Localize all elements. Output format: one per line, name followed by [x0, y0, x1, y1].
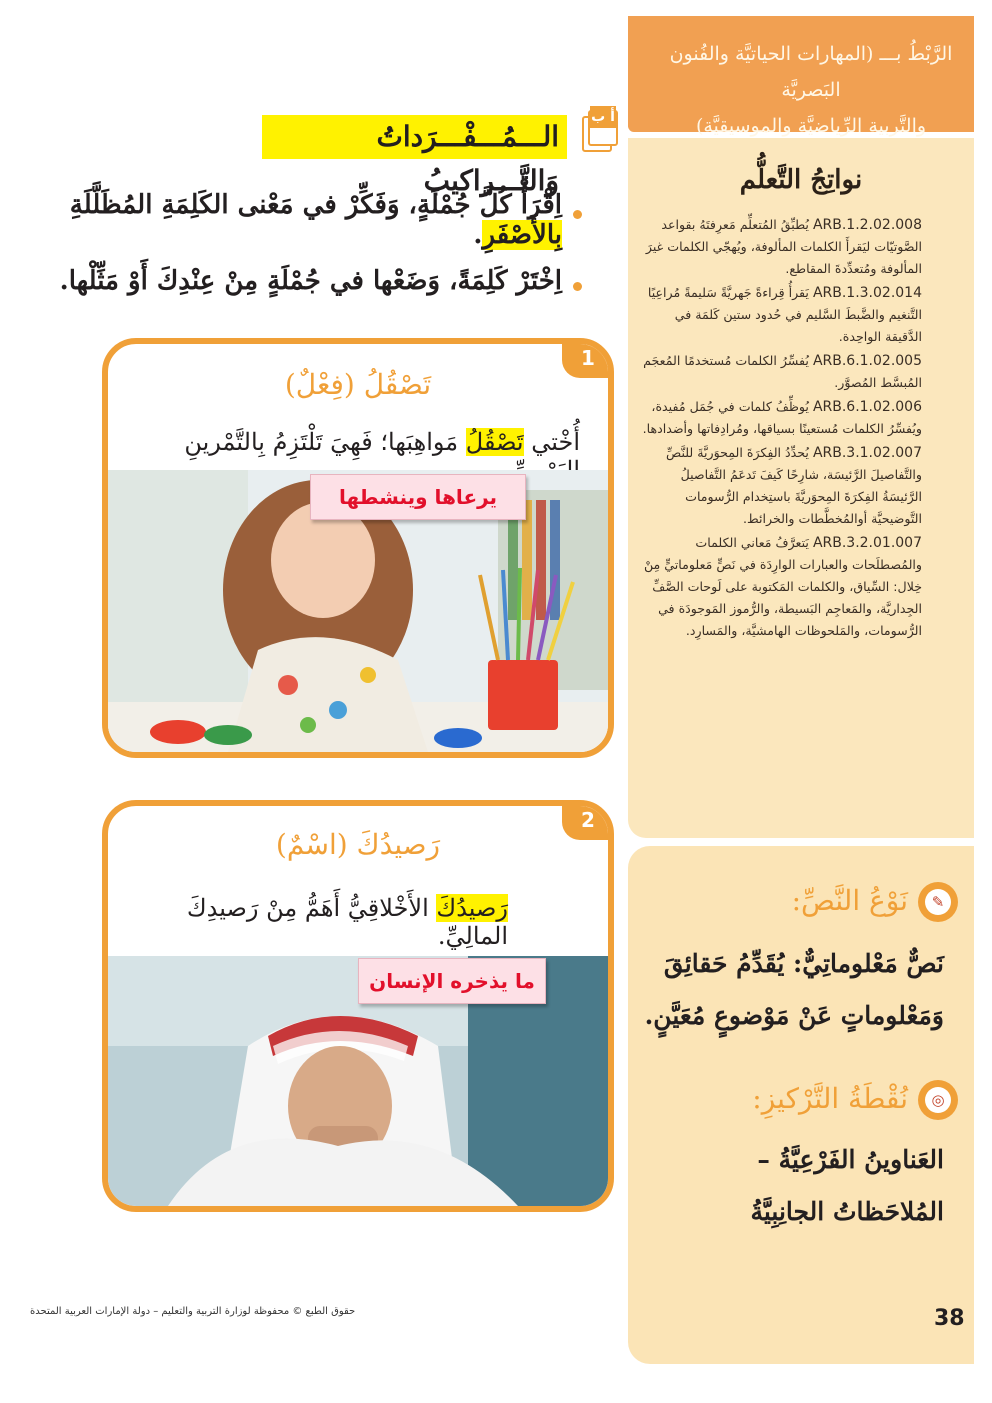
- outcome-item: [638, 350, 922, 394]
- outcome-item: [638, 214, 922, 280]
- link-line-1: الرَّبْطُ بـــ (المهارات الحياتيَّة والفُنون البَصريَّة: [669, 43, 953, 101]
- card-2-word: رَصيدُكَ (اسْمٌ): [275, 828, 441, 861]
- instruction-1-main: اِقْرَأْ كُلَّ جُمْلَةٍ، وَفَكِّرْ في مَعْنى الكَلِمَةِ المُظَلَّلَةِ: [69, 190, 562, 220]
- card-1-word: تَصْقُلُ (فِعْلٌ): [284, 368, 432, 401]
- instruction-1-highlight: بِالأَصْفَرِ: [482, 220, 562, 250]
- instruction-1: [22, 190, 562, 250]
- card-1-sentence-before: أُخْتي: [523, 428, 580, 456]
- focus-point-body: العَناوينُ الفَرْعِيَّةُ – المُلاحَظاتُ الجانِبِيَّةُ: [750, 1145, 944, 1226]
- text-type-body: نَصٌّ مَعْلوماتِيٌّ: يُقَدِّمُ حَقائِقَ وَمَعْلوماتٍ عَنْ مَوْضوعٍ مُعَيَّنٍ.: [644, 949, 944, 1030]
- outcome-item: [638, 282, 922, 348]
- target-icon: ◎: [918, 1080, 958, 1120]
- outcome-item: [638, 532, 922, 642]
- outcome-code: ARB.1.2.02.008: [812, 217, 922, 233]
- outcome-code: ARB.6.1.02.005: [812, 353, 922, 369]
- page-number: 38: [934, 1306, 965, 1331]
- notepad-icon: ✎: [918, 882, 958, 922]
- outcome-code: ARB.1.3.02.014: [812, 285, 922, 301]
- vocab-card-2: [102, 800, 614, 1212]
- outcome-text: يَقرأُ قِراءةً جَهريَّةً سَليمةً مُراعِيًا التَّنغيم والضَّبطَ السَّليم في حُدود ستين كَلمَة في الدَّقيقة الواحِدة.: [647, 285, 922, 344]
- vocabulary-icon-label: أ ب: [590, 106, 616, 128]
- outcome-text: يُفسِّرُ الكلمات مُستخدمًا المُعجَم المُبسَّط المُصوَّر.: [643, 353, 922, 390]
- outcome-text: يُحدِّدُ الفِكرَةَ المِحوَريَّةَ للنَّصِّ والتَّفاصيلَ الرَّئيسَة، شارِحًا كَيفَ تَدعَمُ التَّفاصيلُ الرَّئيسَةُ الفِكرَةَ المِحوَريَّةَ باستِخدام الرُّسومات التَّوضيحيَّة أوالمُخطَّطات والخرائط.: [666, 445, 922, 526]
- card-2-number: 2: [562, 800, 614, 840]
- outcome-text: يُوظِّفُ كلمات في جُمَل مُفيدة، ويُفسِّرُ الكلمات مُستعينًا بسياقها، ومُرادِفاتها وأضدادها.: [642, 399, 922, 436]
- copyright-notice: حقوق الطبع © محفوظة لوزارة التربية والتعليم – دولة الإمارات العربية المتحدة: [30, 1306, 356, 1317]
- card-2-sentence: [128, 894, 508, 950]
- card-1-sentence-after: مَواهِبَها؛ فَهِيَ تَلْتَزِمُ بِالتَّمْرينِ: [184, 428, 459, 456]
- instruction-1-end: .: [473, 220, 483, 250]
- outcome-item: [638, 442, 922, 530]
- learning-outcomes-list: [638, 214, 922, 644]
- instruction-2: اِخْتَرْ كَلِمَةً، وَضَعْها في جُمْلَةٍ مِنْ عِنْدِكَ أَوْ مَثِّلْها.: [59, 266, 562, 296]
- card-1-number: 1: [562, 338, 614, 378]
- outcome-text: يَتعرَّفُ مَعاني الكلمات والمُصطلَحات والعبارات الوارِدَة في نَصٍّ مَعلوماتيٍّ مِنْ خِلال: السِّياق، والكلمات المَكتوبة على لَوحات الصَّفِّ الجِداريَّة، والمَعاجِم البَسيطة، والرُّموز المَوجودَة في الرُّسومات، والمَلحوظات الهامشيَّة، والمَسارِد.: [643, 535, 922, 638]
- bullet-1: [573, 210, 582, 219]
- text-type-heading: نَوْعُ النَّصِّ:: [791, 884, 908, 917]
- card-2-highlight: رَصيدُكَ: [436, 894, 508, 922]
- focus-point-heading: نُقْطَةُ التَّرْكيزِ:: [752, 1082, 908, 1115]
- outcome-text: يُطبِّقُ المُتعلِّم مَعرِفتَهُ بقواعد الصَّوتيّات ليَقرأَ الكلمات المألوفة، ويُهجّي الكلمات غيرَ المألوفة ومُتعدِّدةَ المقاطع.: [645, 217, 922, 276]
- card-1-note: يرعاها وينشطها: [310, 474, 526, 520]
- outcome-item: [638, 396, 922, 440]
- vocabulary-icon: [582, 106, 618, 150]
- outcome-code: ARB.6.1.02.006: [812, 399, 922, 415]
- link-banner-text: [646, 36, 976, 144]
- outcome-code: ARB.3.2.01.007: [812, 535, 922, 551]
- card-1-highlight: تَصْقُلُ: [465, 428, 524, 456]
- card-2-sentence-after: الأَخْلاقِيُّ أَهَمُّ مِنْ رَصيدِكَ المالِيِّ.: [186, 894, 508, 950]
- learning-outcomes-title: نواتِجُ التَّعلُّم: [739, 165, 863, 195]
- outcome-code: ARB.3.1.02.007: [812, 445, 922, 461]
- bullet-2: [573, 282, 582, 291]
- vocab-card-1: [102, 338, 614, 758]
- vocabulary-title: الـــمُـــفْـــرَداتُ وَالتَّـــراكيبُ: [262, 115, 567, 159]
- card-2-note: ما يذخره الإنسان: [358, 958, 546, 1004]
- link-line-2: والتَّربية الرِّياضيَّة والموسيقيَّة): [695, 115, 927, 137]
